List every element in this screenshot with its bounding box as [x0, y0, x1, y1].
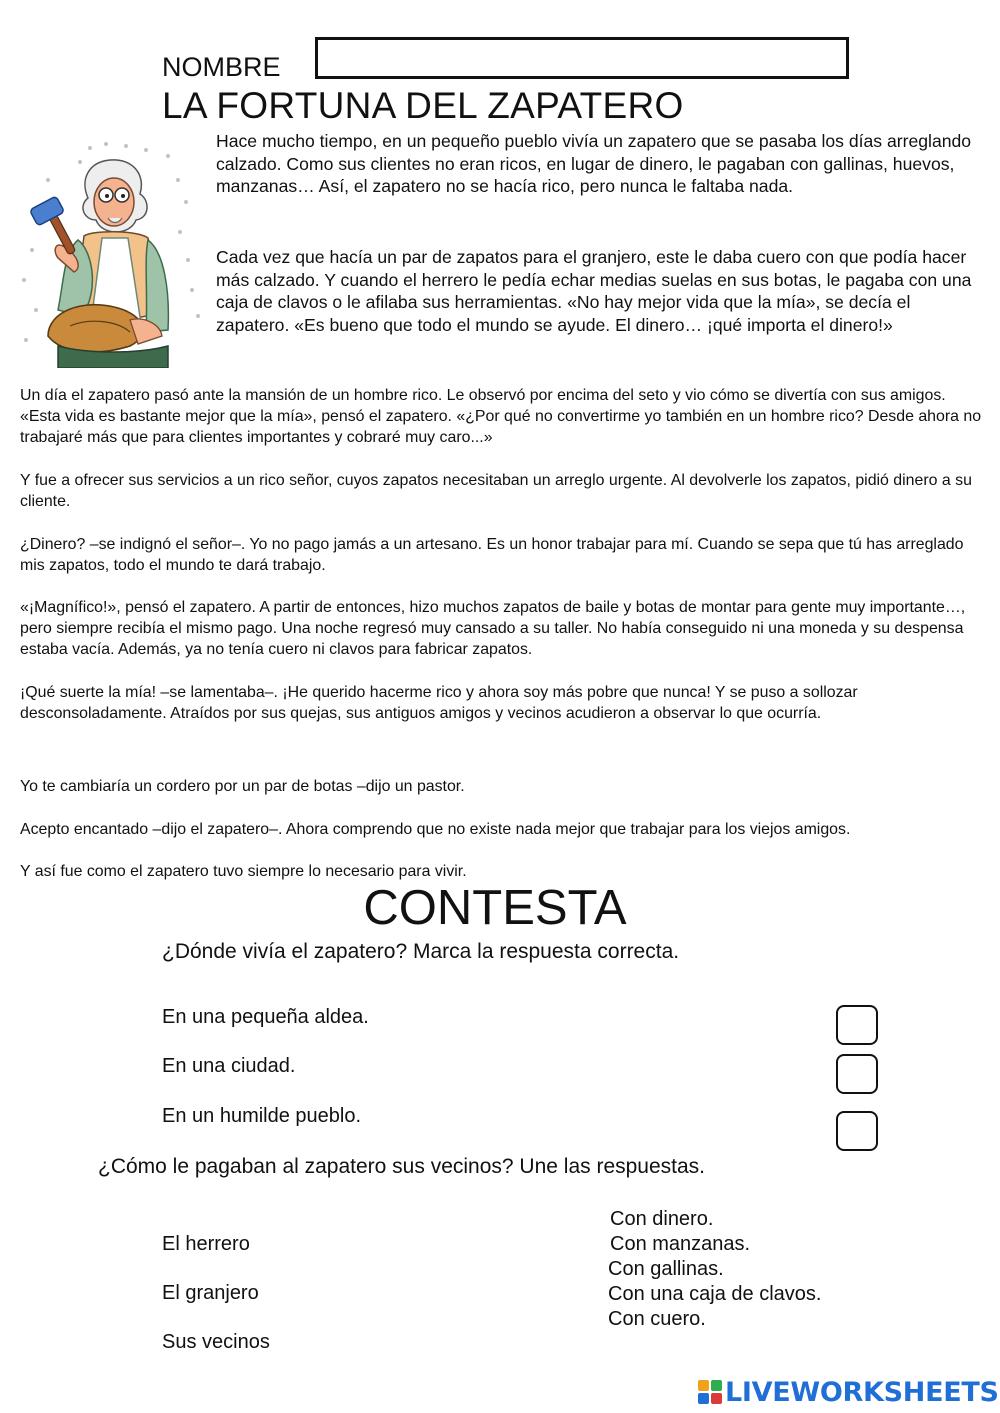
match-left-item[interactable]: El herrero	[162, 1233, 250, 1255]
match-right-item[interactable]: Con una caja de clavos.	[608, 1283, 822, 1305]
liveworksheets-logo	[697, 1374, 999, 1410]
question-1: ¿Dónde vivía el zapatero? Marca la respuesta correcta.	[162, 940, 680, 963]
liveworksheets-icon	[697, 1379, 723, 1405]
answer-option: En una ciudad.	[162, 1055, 296, 1077]
name-input[interactable]	[315, 37, 849, 79]
story-paragraph: Yo te cambiaría un cordero por un par de botas –dijo un pastor.	[20, 778, 465, 795]
answer-option: En un humilde pueblo.	[162, 1105, 362, 1127]
match-left-item[interactable]: Sus vecinos	[162, 1331, 270, 1353]
quiz-heading: CONTESTA	[363, 881, 627, 935]
match-right-item[interactable]: Con manzanas.	[610, 1233, 751, 1255]
story-paragraph: Hace mucho tiempo, en un pequeño pueblo vivía un zapatero que se pasaba los días arreglando calzado. Como sus clientes no eran ricos, en lugar de dinero, le pagaban con gallinas, huevos, manzanas… Así, el zapatero no se hacía rico, pero nunca le faltaba nada.	[216, 131, 972, 197]
brand-name: LIVEWORKSHEETS	[725, 1376, 999, 1408]
shoemaker-illustration	[18, 140, 208, 368]
match-right-item[interactable]: Con gallinas.	[608, 1258, 724, 1280]
match-right-item[interactable]: Con cuero.	[608, 1308, 706, 1330]
story-paragraph: ¿Dinero? –se indignó el señor–. Yo no pago jamás a un artesano. Es un honor trabajar para mí. Cuando se sepa que tú has arreglado mis zapatos, todo el mundo te dará trabajo.	[20, 536, 964, 574]
story-paragraph: Un día el zapatero pasó ante la mansión de un hombre rico. Le observó por encima del seto y vio cómo se divertía con sus amigos. «Esta vida es bastante mejor que la mía», pensó el zapatero. «¿Por qué no convertirme yo también en un hombre rico? Desde ahora no trabajaré más que para clientes importantes y cobraré muy caro...»	[20, 387, 982, 446]
story-paragraph: «¡Magnífico!», pensó el zapatero. A partir de entonces, hizo muchos zapatos de baile y botas de montar para gente muy importante…, pero siempre recibía el mismo pago. Una noche regresó muy cansado a su taller. No había conseguido ni una moneda y su despensa estaba vacía. Además, ya no tenía cuero ni clavos para fabricar zapatos.	[20, 599, 966, 658]
answer-checkbox-ciudad[interactable]	[836, 1054, 878, 1094]
story-paragraph: Cada vez que hacía un par de zapatos para el granjero, este le daba cuero con que podía hacer más calzado. Y cuando el herrero le pedía echar medias suelas en sus botas, le pagaba con una caja de clavos o le afilaba sus herramientas. «No hay mejor vida que la mía», se decía el zapatero. «Es bueno que todo el mundo se ayude. El dinero… ¡qué importa el dinero!»	[216, 247, 972, 335]
page-title: LA FORTUNA DEL ZAPATERO	[162, 85, 684, 126]
match-left-item[interactable]: El granjero	[162, 1282, 259, 1304]
question-2: ¿Cómo le pagaban al zapatero sus vecinos? Une las respuestas.	[98, 1155, 706, 1178]
story-paragraph: Y fue a ofrecer sus servicios a un rico señor, cuyos zapatos necesitaban un arreglo urgente. Al devolverle los zapatos, pidió dinero a su cliente.	[20, 472, 972, 510]
name-label: NOMBRE	[162, 52, 281, 82]
story-paragraph: Y así fue como el zapatero tuvo siempre lo necesario para vivir.	[20, 863, 467, 880]
answer-option: En una pequeña aldea.	[162, 1006, 369, 1028]
story-paragraph: Acepto encantado –dijo el zapatero–. Ahora comprendo que no existe nada mejor que trabajar para los viejos amigos.	[20, 821, 851, 838]
story-paragraph: ¡Qué suerte la mía! –se lamentaba–. ¡He querido hacerme rico y ahora soy más pobre que nunca! Y se puso a sollozar desconsoladamente. Atraídos por sus quejas, sus antiguos amigos y vecinos acudieron a observar lo que ocurría.	[20, 684, 858, 722]
answer-checkbox-aldea[interactable]	[836, 1005, 878, 1045]
answer-checkbox-pueblo[interactable]	[836, 1111, 878, 1151]
match-right-item[interactable]: Con dinero.	[610, 1208, 714, 1230]
